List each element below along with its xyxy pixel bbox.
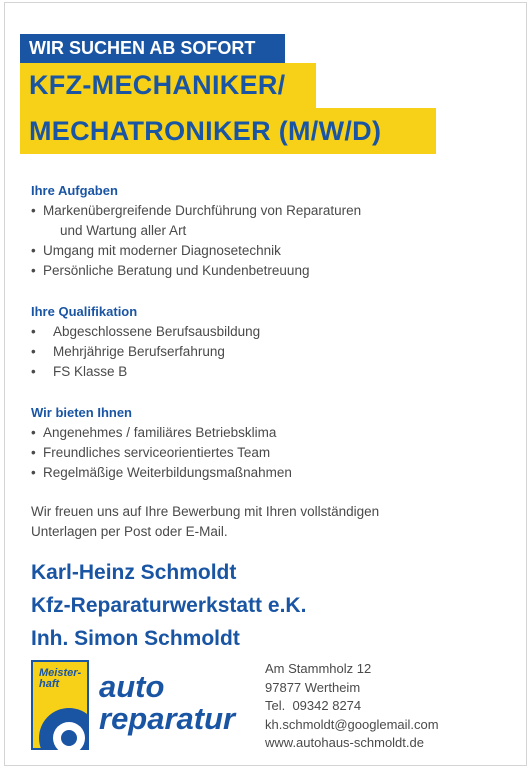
contact-web[interactable]: www.autohaus-schmoldt.de: [265, 735, 424, 750]
contact-phone: Tel. 09342 8274: [265, 698, 362, 713]
list-item-continuation: und Wartung aller Art: [60, 223, 187, 238]
auto-reparatur-logo: [29, 658, 239, 754]
section-bieten: [31, 403, 511, 483]
section-title: Ihre Qualifikation: [31, 304, 138, 319]
logo-word-reparatur: reparatur: [99, 701, 236, 736]
wheel-icon: [31, 660, 89, 750]
job-title-line2: MECHATRONIKER (M/W/D): [20, 108, 436, 154]
list-item: • Markenübergreifende Durchführung von Reparaturen: [31, 203, 362, 218]
meisterhaft-sign: Meister- haft: [31, 660, 89, 750]
closing-text: Wir freuen uns auf Ihre Bewerbung mit Ihren vollständigen Unterlagen per Post oder E-Mail.: [31, 504, 380, 539]
logo-word-auto: auto: [99, 669, 165, 704]
company-owner: Inh. Simon Schmoldt: [31, 627, 240, 650]
list-item: • FS Klasse B: [31, 364, 128, 379]
section-title: Ihre Aufgaben: [31, 183, 118, 198]
list-item: • Umgang mit moderner Diagnosetechnik: [31, 243, 281, 258]
section-title: Wir bieten Ihnen: [31, 405, 132, 420]
section-qualifikation: [31, 302, 511, 382]
contact-block: [265, 660, 525, 753]
contact-email[interactable]: kh.schmoldt@googlemail.com: [265, 716, 439, 732]
list-item: • Abgeschlossene Berufsausbildung: [31, 324, 261, 339]
job-title-line1: KFZ-MECHANIKER/: [20, 63, 316, 108]
list-item: • Persönliche Beratung und Kundenbetreuung: [31, 263, 310, 278]
list-item: • Freundliches serviceorientiertes Team: [31, 445, 271, 460]
headline-banner: WIR SUCHEN AB SOFORT: [20, 34, 285, 63]
contact-street: Am Stammholz 12: [265, 661, 372, 676]
company-name: Karl-Heinz Schmoldt: [31, 561, 237, 584]
section-aufgaben: [31, 181, 511, 281]
list-item: • Mehrjährige Berufserfahrung: [31, 344, 225, 359]
contact-city: 97877 Wertheim: [265, 679, 361, 695]
list-item: • Regelmäßige Weiterbildungsmaßnahmen: [31, 465, 292, 480]
list-item: • Angenehmes / familiäres Betriebsklima: [31, 425, 277, 440]
company-business: Kfz-Reparaturwerkstatt e.K.: [31, 594, 307, 617]
